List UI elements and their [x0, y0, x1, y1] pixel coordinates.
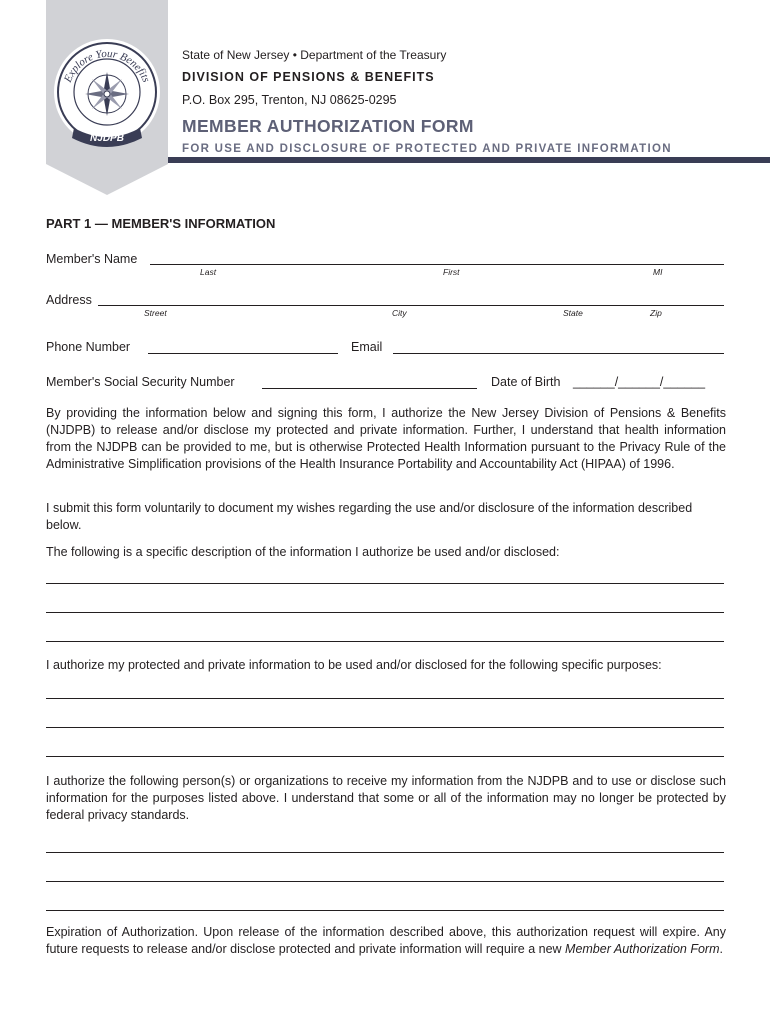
member-name-label: Member's Name — [46, 252, 138, 266]
phone-label: Phone Number — [46, 340, 131, 354]
part1-heading: PART 1 — MEMBER'S INFORMATION — [46, 216, 276, 231]
name-last-caption: Last — [200, 267, 217, 277]
recipients-line-2[interactable] — [46, 881, 724, 882]
address-label: Address — [46, 293, 92, 307]
name-mi-caption: MI — [653, 267, 663, 277]
description-line-3[interactable] — [46, 641, 724, 642]
address-street-caption: Street — [144, 308, 167, 318]
division-address: P.O. Box 295, Trenton, NJ 08625-0295 — [182, 93, 397, 107]
email-field[interactable] — [393, 353, 724, 354]
name-first-caption: First — [443, 267, 460, 277]
phone-field[interactable] — [148, 353, 338, 354]
ssn-field[interactable] — [262, 388, 477, 389]
recipients-paragraph: I authorize the following person(s) or organizations to receive my information from the NJDPB and to use or disclose such information for the purposes listed above. I understand that some or all of the information may no longer be protected by federal privacy standards. — [46, 774, 726, 822]
description-prompt: The following is a specific description of the information I authorize be used and/or disclosed: — [46, 545, 560, 559]
ribbon-banner — [46, 0, 168, 195]
consent-paragraph: By providing the information below and signing this form, I authorize the New Jersey Division of Pensions & Benefits (NJDPB) to release and/or disclose my protected and private information. Further, I understand that health information from the NJDPB can be provided to me, but is otherwise Protected Health Information pursuant to the Privacy Rule of the Administrative Simplification provisions of the Health Insurance Portability and Accountability Act (HIPAA) of 1996. — [46, 406, 726, 471]
recipients-line-3[interactable] — [46, 910, 724, 911]
purposes-line-1[interactable] — [46, 698, 724, 699]
dob-label: Date of Birth — [491, 375, 561, 389]
purposes-line-3[interactable] — [46, 756, 724, 757]
recipients-line-1[interactable] — [46, 852, 724, 853]
expiration-paragraph — [46, 924, 726, 958]
form-subtitle: FOR USE AND DISCLOSURE OF PROTECTED AND PRIVATE INFORMATION — [182, 143, 672, 155]
form-title: MEMBER AUTHORIZATION FORM — [182, 116, 474, 136]
logo-arc-text: Explore Your Benefits — [61, 47, 153, 85]
email-label: Email — [351, 340, 383, 354]
address-zip-caption: Zip — [650, 308, 662, 318]
purposes-line-2[interactable] — [46, 727, 724, 728]
purposes-prompt: I authorize my protected and private information to be used and/or disclosed for the following specific purposes: — [46, 658, 662, 672]
dob-field[interactable]: ______/______/______ — [573, 375, 706, 389]
ssn-label: Member's Social Security Number — [46, 375, 235, 389]
address-state-caption: State — [563, 308, 583, 318]
expiration-end: . — [719, 942, 723, 956]
header-rule — [168, 157, 770, 163]
address-city-caption: City — [392, 308, 407, 318]
voluntary-paragraph: I submit this form voluntarily to document my wishes regarding the use and/or disclosure of the information described below. — [46, 501, 693, 532]
logo-banner-text: NJDPB — [90, 133, 124, 144]
state-department: State of New Jersey • Department of the Treasury — [182, 48, 447, 62]
division-name: DIVISION OF PENSIONS & BENEFITS — [182, 70, 435, 84]
expiration-text: Expiration of Authorization. Upon release of the information described above, this authorization request will expire. Any future requests to release and/or disclose protected and private information will require a new — [46, 925, 726, 956]
description-line-1[interactable] — [46, 583, 724, 584]
expiration-form-name: Member Authorization Form — [565, 942, 720, 956]
address-field[interactable] — [98, 305, 724, 306]
member-name-field[interactable] — [150, 264, 724, 265]
description-line-2[interactable] — [46, 612, 724, 613]
